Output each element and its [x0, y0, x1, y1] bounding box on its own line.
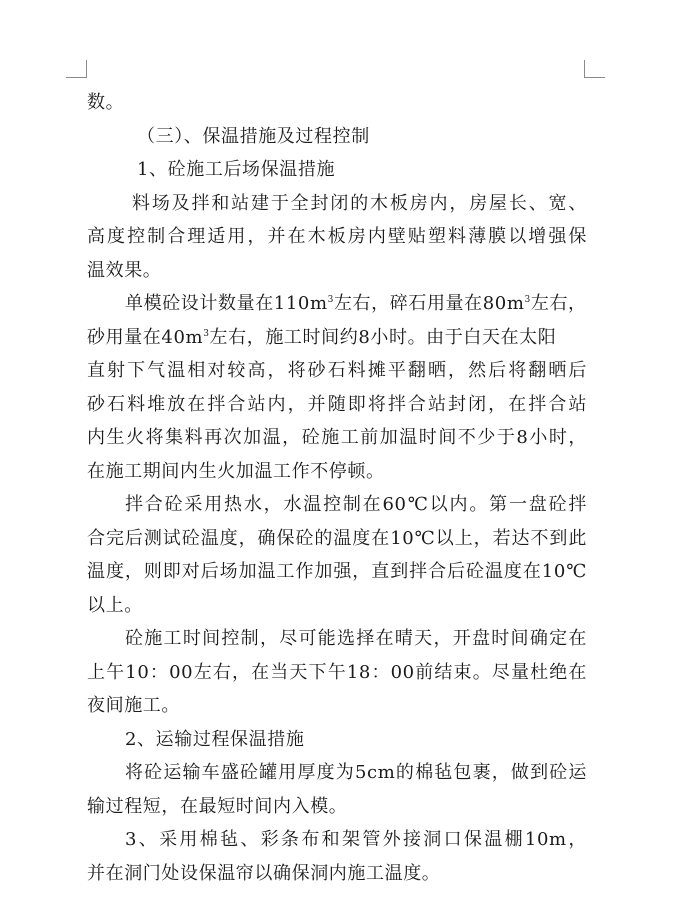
crop-mark-top-left-horizontal	[66, 77, 87, 78]
text-line: 高度控制合理适用，并在木板房内壁贴塑料薄膜以增强保	[87, 226, 587, 247]
document-page	[87, 86, 587, 890]
text-line: 温效果。	[87, 259, 162, 281]
text-line: 拌合砼采用热水，水温控制在60℃以内。第一盘砼拌	[125, 494, 587, 515]
text-line: 料场及拌和站建于全封闭的木板房内，房屋长、宽、	[132, 192, 587, 214]
text-line: 夜间施工。	[87, 695, 180, 716]
text-line: 上午10：00左右，在当天下午18：00前结束。尽量杜绝在	[87, 661, 587, 683]
text-line: 砼施工时间控制，尽可能选择在晴天，开盘时间确定在	[125, 628, 587, 649]
text-line: 单模砼设计数量在$110m^3$左右，碎石用量在$80m^3$左右，	[125, 293, 587, 314]
text-line: 3、采用棉毡、彩条布和架管外接洞口保温棚10m，	[125, 829, 587, 850]
subsection-heading: 1、砼施工后场保温措施	[137, 159, 336, 180]
subsection-heading: 2、运输过程保温措施	[125, 728, 305, 750]
text-line: 砂用量在$40m^3$左右，施工时间约8小时。由于白天在太阳	[87, 326, 557, 348]
text-line: 输过程短，在最短时间内入模。	[87, 795, 348, 817]
text-line: 在施工期间内生火加温工作不停顿。	[87, 460, 385, 482]
text-line: 砂石料堆放在拌合站内，并随即将拌合站封闭，在拌合站	[87, 393, 587, 415]
text-line: 并在洞门处设保温帘以确保洞内施工温度。	[87, 862, 441, 884]
text-line: 数。	[87, 92, 125, 113]
crop-mark-top-left-vertical	[86, 60, 87, 78]
text-line: 以上。	[87, 594, 143, 616]
text-line: 合完后测试砼温度，确保砼的温度在10℃以上，若达不到此	[87, 527, 587, 549]
crop-mark-top-right-horizontal	[584, 77, 605, 78]
crop-mark-top-right-vertical	[584, 60, 585, 78]
text-line: 内生火将集料再次加温，砼施工前加温时间不少于8小时，	[87, 427, 587, 448]
text-line: 温度，则即对后场加温工作加强，直到拌合后砼温度在10℃	[87, 561, 587, 582]
text-line: 直射下气温相对较高，将砂石料摊平翻晒，然后将翻晒后	[87, 360, 587, 381]
text-line: 将砼运输车盛砼罐用厚度为5cm的棉毡包裹，做到砼运	[125, 762, 587, 783]
section-heading: （三）、保温措施及过程控制	[137, 125, 370, 147]
